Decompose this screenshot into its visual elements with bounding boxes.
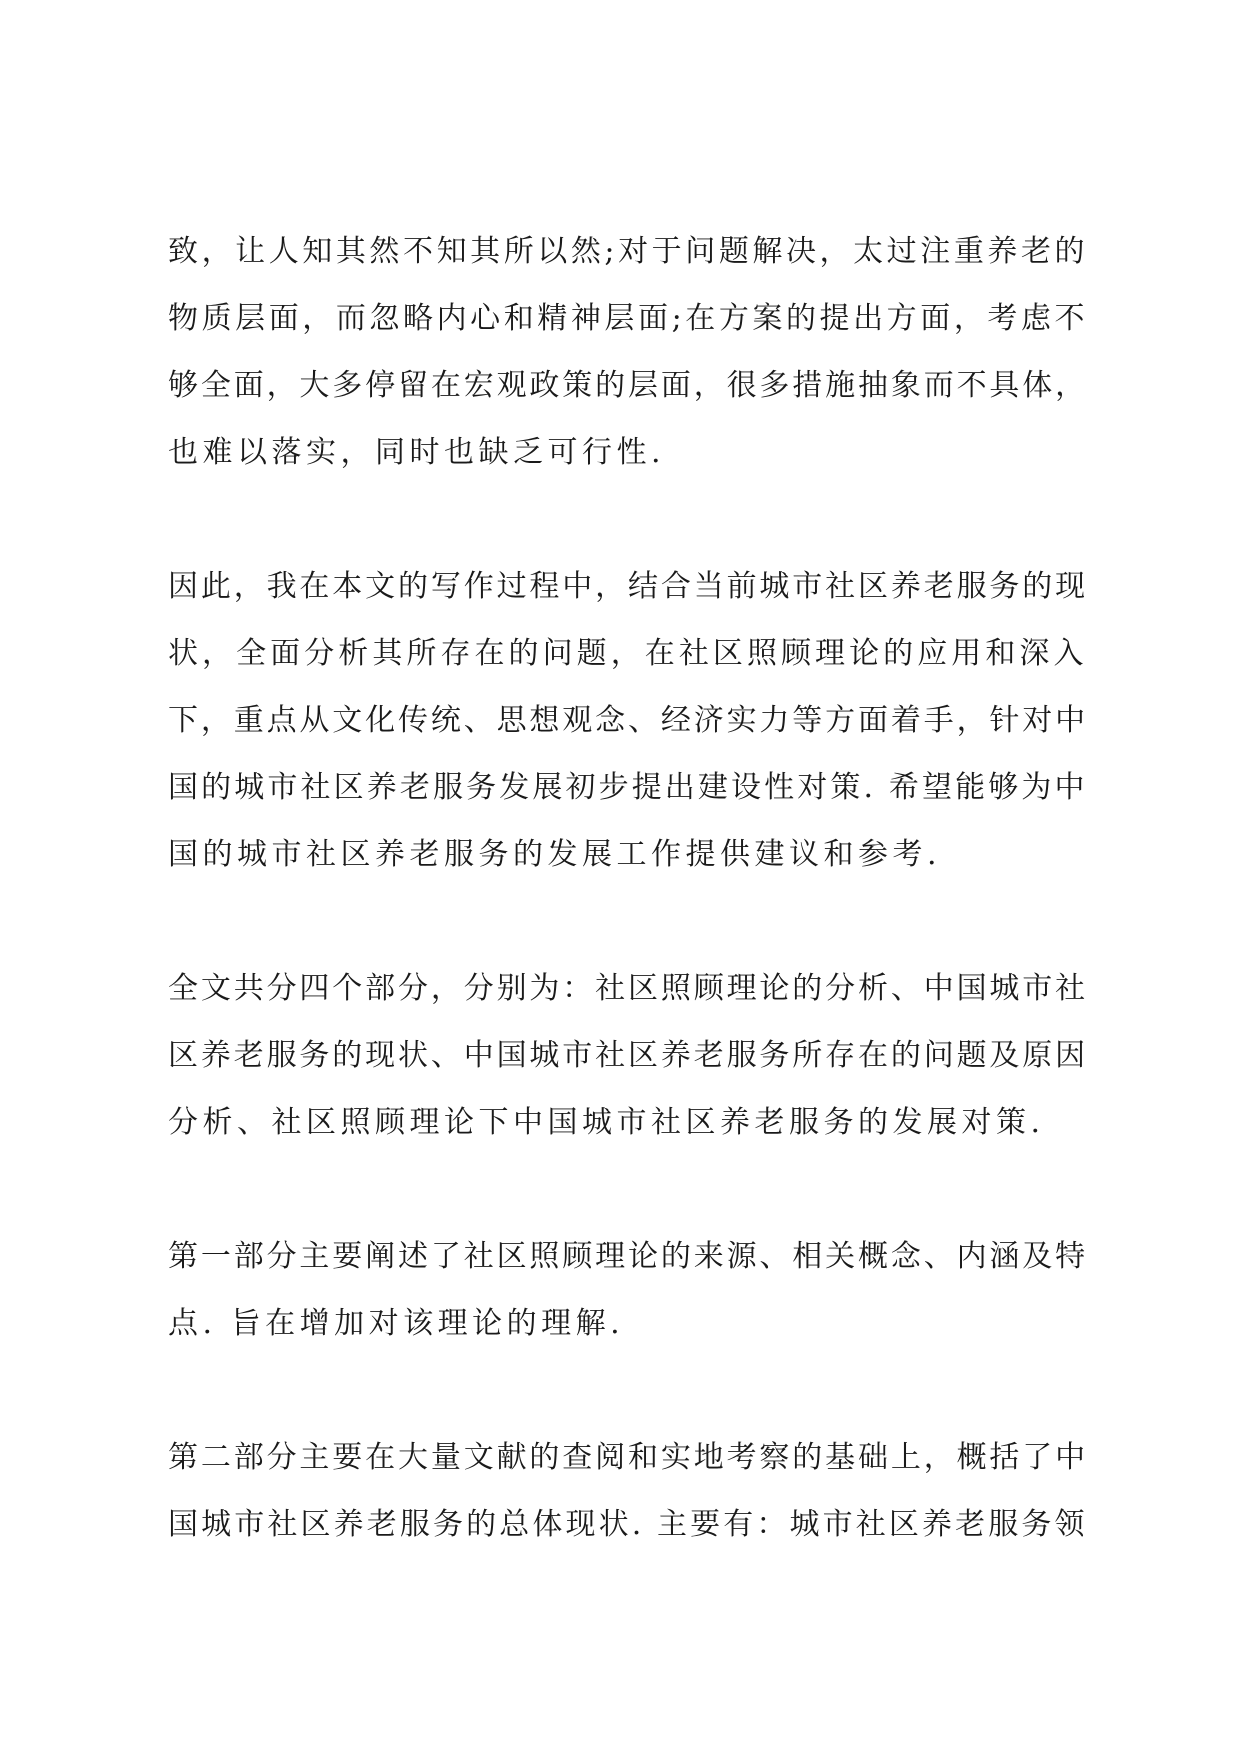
text-line: 分析、社区照顾理论下中国城市社区养老服务的发展对策. bbox=[168, 1105, 1045, 1140]
text-line: 因此，我在本文的写作过程中，结合当前城市社区养老服务的现 bbox=[168, 569, 1088, 604]
text-line: 下，重点从文化传统、思想观念、经济实力等方面着手，针对中 bbox=[168, 703, 1088, 738]
text-line: 全文共分四个部分，分别为：社区照顾理论的分析、中国城市社 bbox=[168, 971, 1088, 1006]
text-line: 物质层面，而忽略内心和精神层面;在方案的提出方面，考虑不 bbox=[168, 301, 1089, 336]
text-line: 第一部分主要阐述了社区照顾理论的来源、相关概念、内涵及特 bbox=[168, 1239, 1088, 1274]
text-line: 国的城市社区养老服务发展初步提出建设性对策. 希望能够为中 bbox=[168, 770, 1088, 805]
text-line: 国的城市社区养老服务的发展工作提供建议和参考. bbox=[168, 837, 942, 872]
text-line: 区养老服务的现状、中国城市社区养老服务所存在的问题及原因 bbox=[168, 1038, 1088, 1073]
text-line: 点. 旨在增加对该理论的理解. bbox=[168, 1306, 625, 1341]
text-line: 够全面，大多停留在宏观政策的层面，很多措施抽象而不具体， bbox=[168, 368, 1088, 403]
text-line: 国城市社区养老服务的总体现状. 主要有：城市社区养老服务领 bbox=[168, 1507, 1088, 1542]
text-line: 致，让人知其然不知其所以然;对于问题解决，太过注重养老的 bbox=[168, 234, 1089, 269]
text-line: 也难以落实，同时也缺乏可行性. bbox=[168, 435, 666, 470]
text-line: 第二部分主要在大量文献的查阅和实地考察的基础上，概括了中 bbox=[168, 1440, 1088, 1475]
text-line: 状，全面分析其所存在的问题，在社区照顾理论的应用和深入 bbox=[168, 636, 1088, 671]
